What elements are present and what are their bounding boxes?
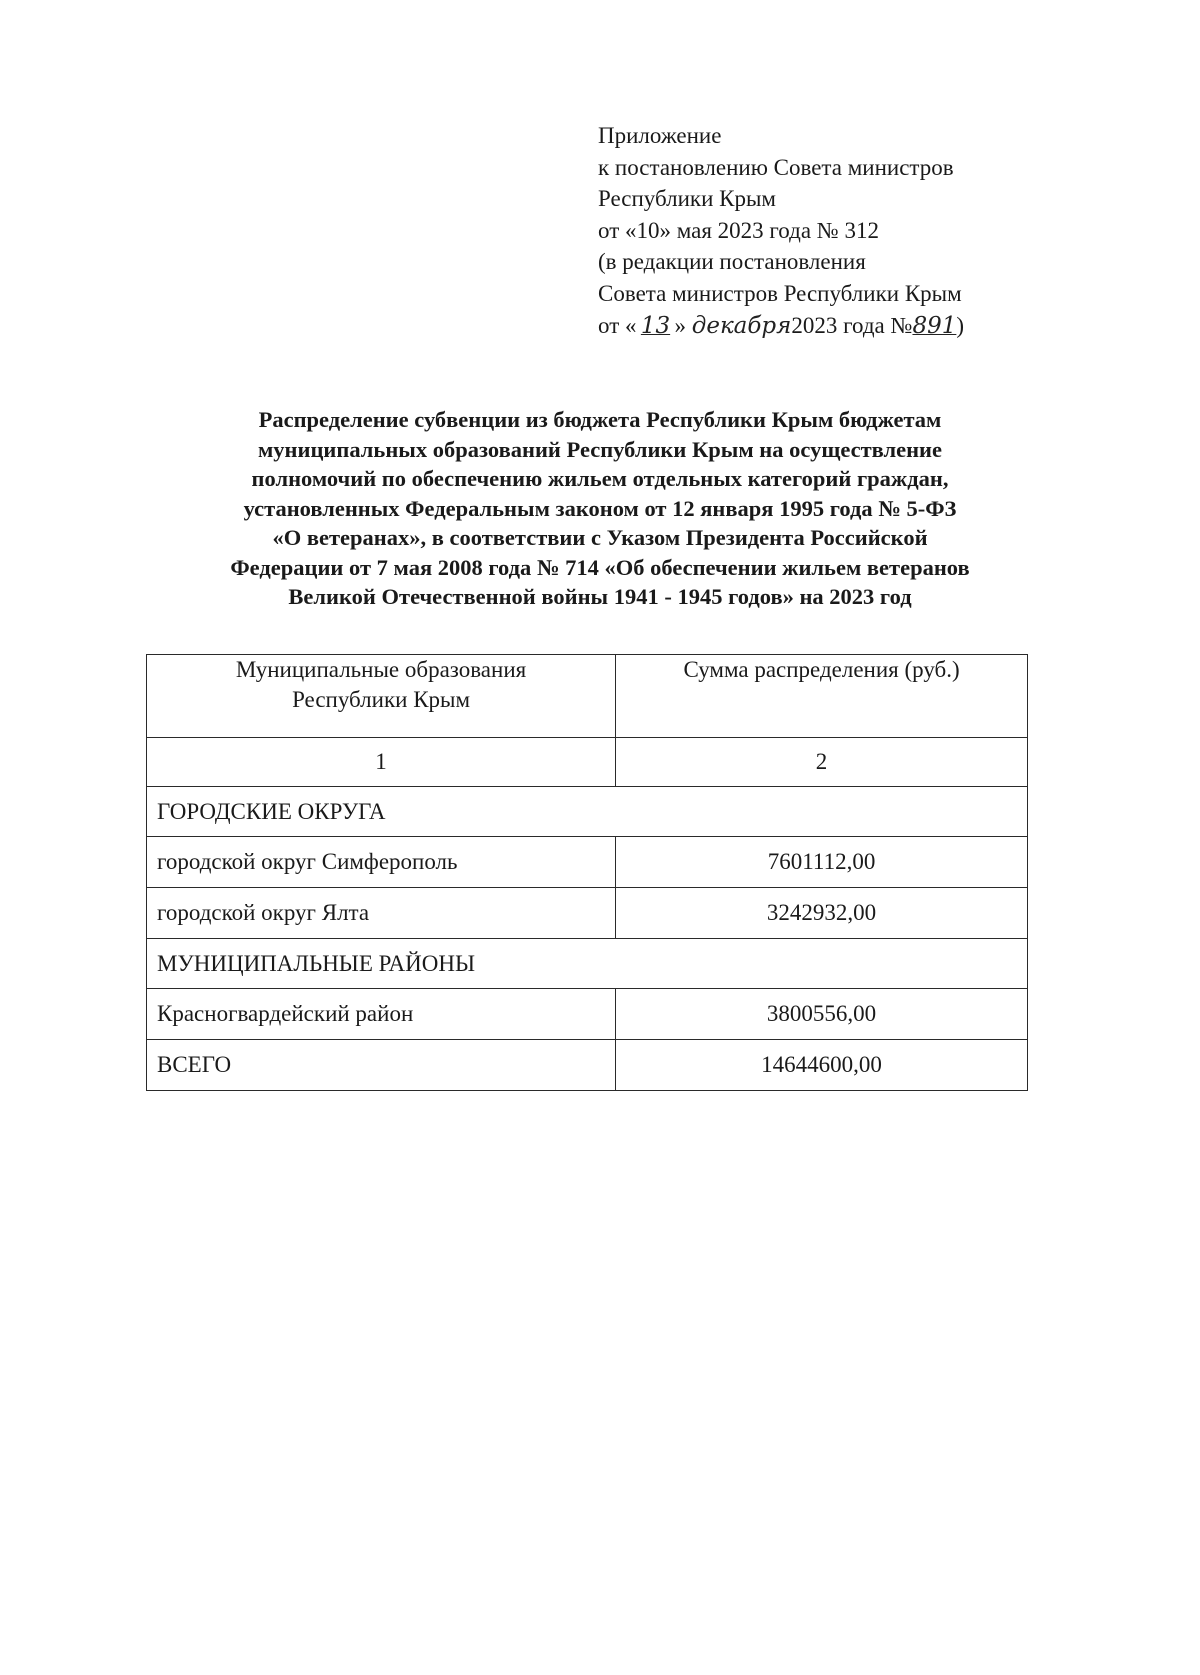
appendix-line: (в редакции постановления (598, 249, 866, 275)
date-year: 2023 года № (791, 312, 913, 338)
header-line: Муниципальные образования (235, 657, 527, 682)
section-row (147, 787, 1028, 837)
title-line: Распределение субвенции из бюджета Республики Крым бюджетам (258, 407, 942, 432)
handwritten-number: 891 (912, 312, 957, 339)
title-line: Великой Отечественной войны 1941 - 1945 годов» на 2023 год (288, 584, 912, 609)
row-name: Красногвардейский район (147, 989, 616, 1040)
row-sum: 3242932,00 (616, 888, 1028, 939)
title-line: полномочий по обеспечению жильем отдельных категорий граждан, (251, 466, 949, 491)
title-line: Федерации от 7 мая 2008 года № 714 «Об обеспечении жильем ветеранов (230, 554, 970, 580)
appendix-line: от «10» мая 2023 года № 312 (598, 217, 879, 243)
handwritten-month: декабря (691, 312, 792, 339)
table-row (147, 989, 1028, 1040)
row-name: городской округ Симферополь (147, 837, 616, 888)
column-number: 2 (616, 738, 1028, 787)
row-sum: 7601112,00 (616, 837, 1028, 888)
total-row (147, 1040, 1028, 1091)
distribution-table (146, 654, 1028, 1091)
column-number-row (147, 738, 1028, 787)
section-title-municipal-districts: МУНИЦИПАЛЬНЫЕ РАЙОНЫ (147, 939, 1028, 989)
date-suffix: ) (956, 312, 965, 338)
handwritten-day: 13 (640, 312, 671, 339)
header-line: Республики Крым (292, 687, 471, 712)
total-sum: 14644600,00 (616, 1040, 1028, 1091)
table-row (147, 888, 1028, 939)
appendix-line: к постановлению Совета министров (598, 154, 954, 180)
appendix-line: Приложение (598, 123, 722, 148)
header-municipalities (147, 655, 616, 738)
date-mid: » (674, 312, 686, 338)
table-row (147, 837, 1028, 888)
document-title (140, 405, 1060, 612)
row-sum: 3800556,00 (616, 989, 1028, 1040)
appendix-line: Совета министров Республики Крым (598, 280, 962, 306)
appendix-line: Республики Крым (598, 186, 776, 212)
section-title-city-districts: ГОРОДСКИЕ ОКРУГА (147, 787, 1028, 837)
section-row (147, 939, 1028, 989)
appendix-date-line (598, 310, 1058, 343)
title-line: установленных Федеральным законом от 12 января 1995 года № 5-ФЗ (243, 495, 957, 521)
total-label: ВСЕГО (147, 1040, 616, 1091)
date-prefix: от « (598, 312, 637, 338)
row-name: городской округ Ялта (147, 888, 616, 939)
title-line: муниципальных образований Республики Крым на осуществление (257, 436, 943, 462)
appendix-block (598, 120, 1058, 342)
title-line: «О ветеранах», в соответствии с Указом Президента Российской (272, 525, 928, 550)
header-sum: Сумма распределения (руб.) (616, 655, 1028, 738)
table-header-row (147, 655, 1028, 738)
column-number: 1 (147, 738, 616, 787)
